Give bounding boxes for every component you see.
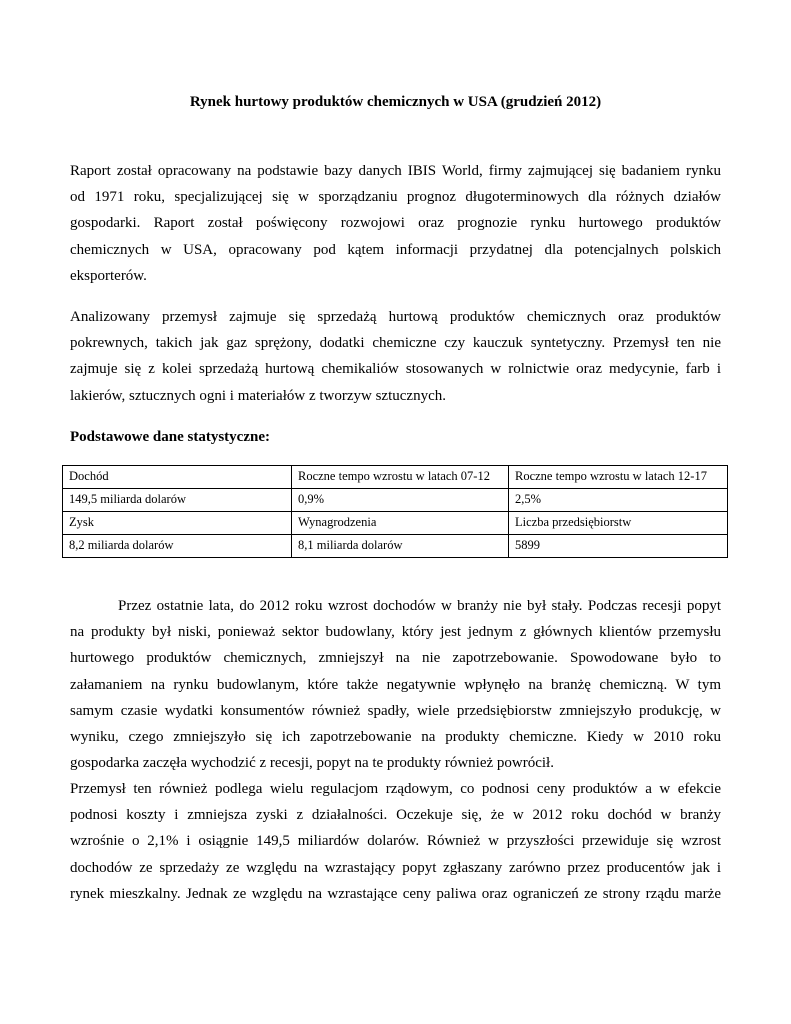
table-cell: 8,1 miliarda dolarów — [292, 535, 509, 558]
page-title: Rynek hurtowy produktów chemicznych w USA (grudzień 2012) — [189, 94, 602, 110]
text-line: Analizowany przemysł zajmuje się sprzedażą hurtową produktów chemicznych oraz produktów — [70, 309, 721, 325]
text-line: podnosi koszty i zmniejsza zyski z działalności. Oczekuje się, że w 2012 roku dochód w branży — [70, 807, 721, 824]
table-cell: Dochód — [63, 466, 292, 489]
text-line: hurtowego produktów chemicznych, zmniejszył na nie zapotrzebowanie. Spowodowane było to — [70, 650, 721, 667]
table-cell: 8,2 miliarda dolarów — [63, 535, 292, 558]
table-cell: 149,5 miliarda dolarów — [63, 489, 292, 512]
text-line: gospodarka zaczęła wychodzić z recesji, popyt na te produkty również powrócił. — [70, 755, 554, 772]
text-line: eksporterów. — [70, 267, 147, 284]
text-line: od 1971 roku, specjalizującej się w sporządzaniu prognoz długoterminowych dla różnych działów — [70, 189, 721, 206]
table-row — [63, 489, 728, 512]
table-row — [63, 466, 728, 489]
text-line: Przez ostatnie lata, do 2012 roku wzrost dochodów w branży nie był stały. Podczas recesji popyt — [118, 598, 721, 614]
table-row — [63, 512, 728, 535]
table-cell: Roczne tempo wzrostu w latach 12-17 — [509, 466, 728, 489]
table-row — [63, 535, 728, 558]
text-line: gospodarki. Raport został poświęcony rozwojowi oraz prognozie rynku hurtowego produktów — [70, 215, 721, 232]
text-line: wyniku, czego zmniejszyło się ich zapotrzebowanie na produkty chemiczne. Kiedy w 2010 roku — [70, 729, 721, 746]
text-line: Raport został opracowany na podstawie bazy danych IBIS World, firmy zajmującej się badaniem rynku — [70, 163, 721, 179]
table-cell: Liczba przedsiębiorstw — [509, 512, 728, 535]
text-line: wzrośnie o 2,1% i osiągnie 149,5 miliardów dolarów. Również w przyszłości przewiduje się wzrost — [70, 833, 721, 850]
table-cell: Roczne tempo wzrostu w latach 07-12 — [292, 466, 509, 489]
text-line: lakierów, sztucznych ogni i materiałów z tworzyw sztucznych. — [70, 387, 446, 404]
text-line: pokrewnych, takich jak gaz sprężony, dodatki chemiczne czy kauczuk syntetyczny. Przemysł ten nie — [70, 335, 721, 352]
text-line: samym czasie wydatki konsumentów również spadły, wiele przedsiębiorstw zmniejszyło produkcję, w — [70, 702, 721, 719]
paragraph-history — [70, 593, 721, 776]
text-line: Przemysł ten również podlega wielu regulacjom rządowym, co podnosi ceny produktów a w efekcie — [70, 781, 721, 797]
paragraph-intro — [70, 158, 721, 289]
table-cell: 0,9% — [292, 489, 509, 512]
text-line: na produkty był niski, ponieważ sektor budowlany, który jest jednym z głównych klientów przemysłu — [70, 624, 721, 641]
text-line: załamaniem na rynku budowlanym, które także negatywnie wpłynęło na branżę chemiczną. W tym — [70, 676, 721, 693]
text-line: rynek mieszkalny. Jednak ze względu na wzrastające ceny paliwa oraz ograniczeń ze strony rządu marże — [70, 885, 721, 902]
text-line: dochodów ze sprzedaży ze względu na wzrastający popyt zgłaszany zarówno przez producentów jak i — [70, 859, 721, 876]
paragraph-regulation — [70, 776, 721, 907]
table-cell: Zysk — [63, 512, 292, 535]
stats-table — [62, 465, 728, 558]
stats-heading: Podstawowe dane statystyczne: — [70, 429, 270, 445]
table-cell: Wynagrodzenia — [292, 512, 509, 535]
table-cell: 2,5% — [509, 489, 728, 512]
text-line: chemicznych w USA, opracowany pod kątem informacji przydatnej dla potencjalnych polskich — [70, 241, 721, 258]
table-cell: 5899 — [509, 535, 728, 558]
paragraph-scope — [70, 304, 721, 409]
text-line: zajmuje się z kolei sprzedażą hurtową chemikaliów stosowanych w rolnictwie oraz medycynie, farb i — [70, 361, 721, 378]
